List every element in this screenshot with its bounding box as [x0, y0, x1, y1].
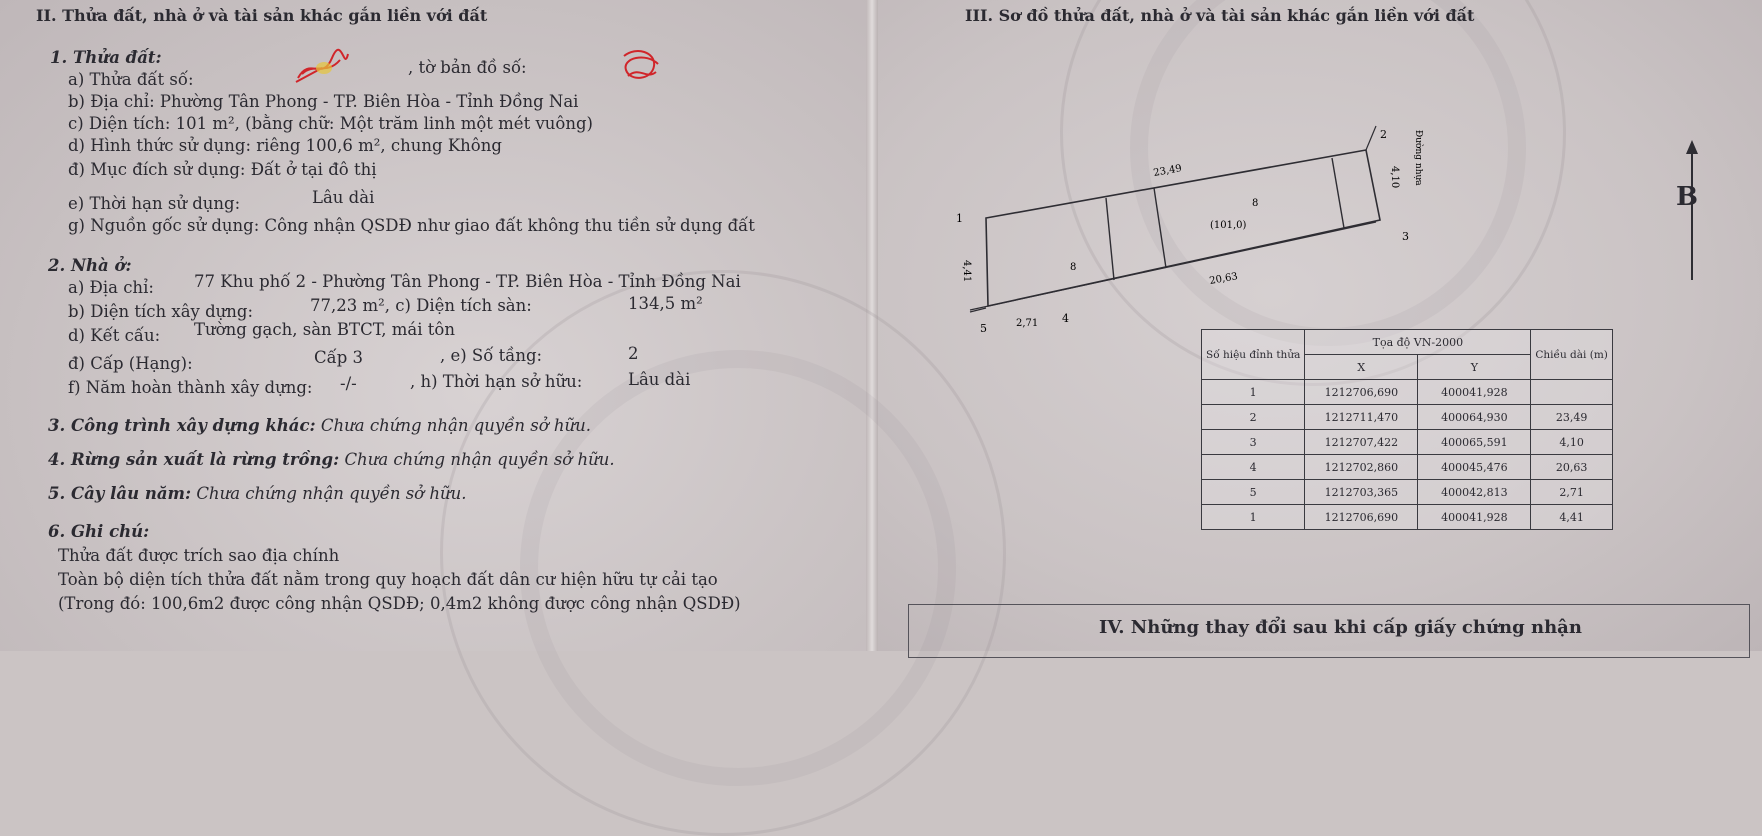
- house-grade-value: Cấp 3: [314, 348, 364, 367]
- note-line-2: Toàn bộ diện tích thửa đất nằm trong quy hoạch đất dân cư hiện hữu tự cải tạo: [58, 570, 718, 589]
- plot-point-3: 3: [1402, 230, 1409, 243]
- plot-mark-a: 8: [1252, 198, 1259, 209]
- perennial-trees-value: Chưa chứng nhận quyền sở hữu.: [196, 484, 467, 503]
- land-origin: g) Nguồn gốc sử dụng: Công nhận QSDĐ như giao đất không thu tiền sử dụng đất: [68, 216, 755, 235]
- land-area: c) Diện tích: 101 m², (bằng chữ: Một trăm linh một mét vuông): [68, 114, 593, 133]
- planted-forest: [48, 450, 615, 469]
- planted-forest-value: Chưa chứng nhận quyền sở hữu.: [344, 450, 615, 469]
- house-title: 2. Nhà ở:: [48, 256, 132, 275]
- cell-point: 1: [1202, 380, 1305, 405]
- header-length: Chiều dài (m): [1531, 330, 1613, 380]
- header-point: Số hiệu đỉnh thửa: [1202, 330, 1305, 380]
- land-map-sheet-label: , tờ bản đồ số:: [408, 58, 527, 77]
- other-construction: [48, 416, 591, 435]
- coordinate-table: [1201, 329, 1613, 530]
- perennial-trees-label: 5. Cây lâu năm:: [48, 484, 192, 503]
- land-term-value: Lâu dài: [312, 188, 375, 207]
- house-build-area-label: b) Diện tích xây dựng:: [68, 302, 254, 321]
- land-term-label: e) Thời hạn sử dụng:: [68, 194, 241, 213]
- house-build-area-value: 77,23 m², c) Diện tích sàn:: [310, 296, 532, 315]
- cell-x: 1212706,690: [1305, 505, 1418, 530]
- plot-dim-bottom: 20,63: [1208, 271, 1239, 287]
- house-ownership-term-value: Lâu dài: [628, 370, 691, 389]
- house-address-value: 77 Khu phố 2 - Phường Tân Phong - TP. Biên Hòa - Tỉnh Đồng Nai: [194, 272, 741, 291]
- house-structure-value: Tường gạch, sàn BTCT, mái tôn: [194, 320, 455, 339]
- plot-point-4: 4: [1062, 312, 1069, 325]
- cell-x: 1212702,860: [1305, 455, 1418, 480]
- land-address: b) Địa chỉ: Phường Tân Phong - TP. Biên Hòa - Tỉnh Đồng Nai: [68, 92, 579, 111]
- cell-point: 1: [1202, 505, 1305, 530]
- cell-point: 5: [1202, 480, 1305, 505]
- table-row: [1202, 405, 1613, 430]
- planted-forest-label: 4. Rừng sản xuất là rừng trồng:: [48, 450, 340, 469]
- plot-area-label: (101,0): [1210, 220, 1247, 231]
- cell-length: [1531, 380, 1613, 405]
- cell-y: 400041,928: [1418, 380, 1531, 405]
- cell-x: 1212706,690: [1305, 380, 1418, 405]
- plot-road-label: Đường nhựa: [1413, 130, 1423, 186]
- cell-point: 3: [1202, 430, 1305, 455]
- cell-length: 2,71: [1531, 480, 1613, 505]
- plot-diagram: [940, 110, 1440, 340]
- north-arrow-icon: [1680, 140, 1704, 290]
- note-line-1: Thửa đất được trích sao địa chính: [58, 546, 340, 565]
- plot-dim-left: 4,41: [961, 260, 972, 283]
- house-floors-value: 2: [628, 344, 639, 363]
- land-use-purpose: đ) Mục đích sử dụng: Đất ở tại đô thị: [68, 160, 377, 179]
- land-title: 1. Thửa đất:: [50, 48, 162, 67]
- cell-x: 1212703,365: [1305, 480, 1418, 505]
- section-4-title: IV. Những thay đổi sau khi cấp giấy chứng nhận: [1099, 617, 1582, 638]
- plot-dim-top: 23,49: [1152, 163, 1183, 179]
- land-use-form: d) Hình thức sử dụng: riêng 100,6 m², chung Không: [68, 136, 502, 155]
- plot-point-2: 2: [1380, 128, 1387, 141]
- plot-mark-b: 8: [1070, 262, 1077, 273]
- house-completion-value: -/-: [340, 374, 357, 393]
- header-y: Y: [1418, 355, 1531, 380]
- cell-length: 4,10: [1531, 430, 1613, 455]
- table-row: [1202, 455, 1613, 480]
- plot-point-1: 1: [956, 212, 963, 225]
- cell-point: 2: [1202, 405, 1305, 430]
- cell-y: 400065,591: [1418, 430, 1531, 455]
- other-construction-value: Chưa chứng nhận quyền sở hữu.: [320, 416, 592, 435]
- cell-y: 400045,476: [1418, 455, 1531, 480]
- cell-length: 23,49: [1531, 405, 1613, 430]
- house-completion-label: f) Năm hoàn thành xây dựng:: [68, 378, 313, 397]
- house-grade-label: đ) Cấp (Hạng):: [68, 354, 193, 373]
- house-ownership-term-label: , h) Thời hạn sở hữu:: [410, 372, 583, 391]
- section-4-box: [908, 604, 1750, 658]
- cell-y: 400064,930: [1418, 405, 1531, 430]
- header-coordinates: Tọa độ VN-2000: [1305, 330, 1531, 355]
- house-structure-label: d) Kết cấu:: [68, 326, 161, 345]
- redaction-scribble-map: [616, 46, 664, 86]
- perennial-trees: [48, 484, 466, 503]
- other-construction-label: 3. Công trình xây dựng khác:: [48, 416, 316, 435]
- header-x: X: [1305, 355, 1418, 380]
- cell-y: 400041,928: [1418, 505, 1531, 530]
- plot-dim-right: 4,10: [1389, 166, 1400, 189]
- house-address-label: a) Địa chỉ:: [68, 278, 154, 297]
- section-3-title: III. Sơ đồ thửa đất, nhà ở và tài sản khác gắn liền với đất: [965, 6, 1475, 25]
- redaction-scribble-parcel: [292, 48, 352, 88]
- notes-title: 6. Ghi chú:: [48, 522, 150, 541]
- table-row: [1202, 505, 1613, 530]
- cell-length: 4,41: [1531, 505, 1613, 530]
- house-floors-label: , e) Số tầng:: [440, 346, 543, 365]
- note-line-3: (Trong đó: 100,6m2 được công nhận QSDĐ; 0,4m2 không được công nhận QSDĐ): [58, 594, 741, 613]
- table-row: [1202, 480, 1613, 505]
- north-label: B: [1676, 182, 1698, 212]
- land-parcel-number-label: a) Thửa đất số:: [68, 70, 194, 89]
- plot-point-5: 5: [980, 322, 987, 335]
- table-row: [1202, 380, 1613, 405]
- house-floor-area-value: 134,5 m²: [628, 294, 703, 313]
- cell-x: 1212711,470: [1305, 405, 1418, 430]
- cell-point: 4: [1202, 455, 1305, 480]
- cell-x: 1212707,422: [1305, 430, 1418, 455]
- cell-y: 400042,813: [1418, 480, 1531, 505]
- section-2-title: II. Thửa đất, nhà ở và tài sản khác gắn liền với đất: [36, 6, 488, 25]
- table-row: [1202, 430, 1613, 455]
- plot-dim-small: 2,71: [1016, 318, 1039, 329]
- cell-length: 20,63: [1531, 455, 1613, 480]
